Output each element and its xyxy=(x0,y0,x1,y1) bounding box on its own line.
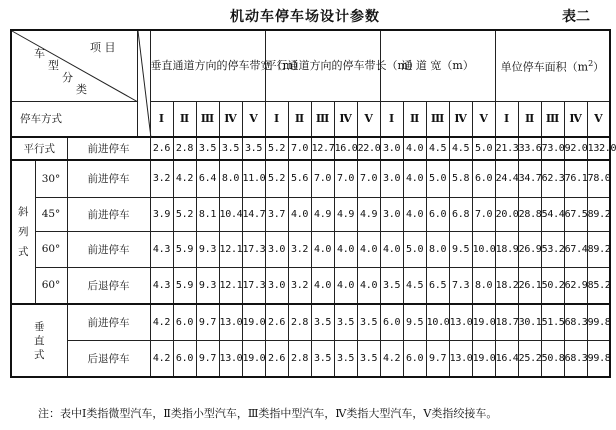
row-move-method: 前进停车 xyxy=(67,160,150,197)
value-cell: 19.0 xyxy=(472,304,495,340)
value-cell: 5.6 xyxy=(288,160,311,197)
value-cell: 9.7 xyxy=(426,340,449,377)
value-cell: 5.9 xyxy=(173,231,196,267)
value-cell: 3.0 xyxy=(380,160,403,197)
value-cell: 3.5 xyxy=(380,267,403,304)
table-row xyxy=(11,231,610,267)
header-slash-cell xyxy=(137,30,150,137)
class-header-1-5: Ⅴ xyxy=(242,101,265,137)
header-class-label: 分 xyxy=(62,71,73,84)
value-cell: 10.4 xyxy=(219,197,242,231)
value-cell: 19.0 xyxy=(472,340,495,377)
value-cell: 4.0 xyxy=(311,231,334,267)
table-number: 表二 xyxy=(562,9,590,25)
value-cell: 4.0 xyxy=(334,267,357,304)
oblique-char: 列 xyxy=(18,226,29,238)
value-cell: 4.2 xyxy=(173,160,196,197)
value-cell: 99.8 xyxy=(587,340,610,377)
value-cell: 16.0 xyxy=(334,137,357,160)
class-header-2-5: Ⅴ xyxy=(357,101,380,137)
value-cell: 92.0 xyxy=(564,137,587,160)
value-cell: 68.3 xyxy=(564,340,587,377)
value-cell: 10.0 xyxy=(426,304,449,340)
value-cell: 19.0 xyxy=(242,304,265,340)
value-cell: 3.9 xyxy=(150,197,173,231)
value-cell: 9.5 xyxy=(403,304,426,340)
value-cell: 3.5 xyxy=(311,340,334,377)
value-cell: 4.9 xyxy=(357,197,380,231)
value-cell: 3.5 xyxy=(219,137,242,160)
row-angle: 30° xyxy=(35,160,67,197)
group-header-bay-length: 平行通道方向的停车带长（m） xyxy=(265,30,380,101)
value-cell: 9.7 xyxy=(196,340,219,377)
row-move-method: 前进停车 xyxy=(67,231,150,267)
value-cell: 3.5 xyxy=(311,304,334,340)
class-header-4-3: Ⅲ xyxy=(541,101,564,137)
value-cell: 3.2 xyxy=(288,267,311,304)
value-cell: 4.2 xyxy=(380,340,403,377)
value-cell: 2.8 xyxy=(173,137,196,160)
value-cell: 4.0 xyxy=(403,197,426,231)
value-cell: 4.0 xyxy=(334,231,357,267)
value-cell: 18.7 xyxy=(495,304,518,340)
value-cell: 18.9 xyxy=(495,231,518,267)
row-type-vertical xyxy=(11,304,67,377)
value-cell: 8.0 xyxy=(426,231,449,267)
value-cell: 62.9 xyxy=(564,267,587,304)
value-cell: 50.2 xyxy=(541,267,564,304)
class-header-2-1: Ⅰ xyxy=(265,101,288,137)
value-cell: 16.4 xyxy=(495,340,518,377)
class-header-1-4: Ⅳ xyxy=(219,101,242,137)
value-cell: 5.8 xyxy=(449,160,472,197)
row-angle: 60° xyxy=(35,267,67,304)
oblique-char: 斜 xyxy=(18,206,29,218)
parameters-table xyxy=(10,29,616,378)
value-cell: 11.0 xyxy=(242,160,265,197)
value-cell: 2.8 xyxy=(288,340,311,377)
value-cell: 5.0 xyxy=(472,137,495,160)
value-cell: 50.8 xyxy=(541,340,564,377)
value-cell: 25.2 xyxy=(518,340,541,377)
row-type-parallel: 平行式 xyxy=(11,137,67,160)
vertical-char: 式 xyxy=(34,348,45,361)
class-header-1-3: Ⅲ xyxy=(196,101,219,137)
header-category-label: 类 xyxy=(76,83,87,96)
value-cell: 85.2 xyxy=(587,267,610,304)
header-vehicle-label: 车 xyxy=(34,47,45,60)
value-cell: 13.0 xyxy=(449,304,472,340)
value-cell: 9.7 xyxy=(196,304,219,340)
value-cell: 3.5 xyxy=(334,340,357,377)
value-cell: 68.3 xyxy=(564,304,587,340)
table-row xyxy=(11,160,610,197)
value-cell: 67.4 xyxy=(564,231,587,267)
row-angle: 60° xyxy=(35,231,67,267)
value-cell: 17.3 xyxy=(242,231,265,267)
value-cell: 7.0 xyxy=(334,160,357,197)
value-cell: 54.4 xyxy=(541,197,564,231)
row-move-method: 后退停车 xyxy=(67,340,150,377)
value-cell: 4.2 xyxy=(150,304,173,340)
class-header-3-3: Ⅲ xyxy=(426,101,449,137)
table-row xyxy=(11,137,610,160)
value-cell: 8.1 xyxy=(196,197,219,231)
group-header-aisle-width: 通 道 宽（m） xyxy=(380,30,495,101)
value-cell: 8.0 xyxy=(472,267,495,304)
value-cell: 3.0 xyxy=(265,231,288,267)
value-cell: 3.5 xyxy=(242,137,265,160)
value-cell: 30.1 xyxy=(518,304,541,340)
value-cell: 76.1 xyxy=(564,160,587,197)
value-cell: 3.0 xyxy=(380,197,403,231)
value-cell: 5.0 xyxy=(426,160,449,197)
value-cell: 34.7 xyxy=(518,160,541,197)
value-cell: 9.5 xyxy=(449,231,472,267)
value-cell: 3.0 xyxy=(265,267,288,304)
value-cell: 62.3 xyxy=(541,160,564,197)
oblique-char: 式 xyxy=(18,246,29,258)
value-cell: 3.2 xyxy=(150,160,173,197)
value-cell: 3.5 xyxy=(334,304,357,340)
vertical-char: 垂 xyxy=(34,320,45,333)
value-cell: 53.2 xyxy=(541,231,564,267)
value-cell: 2.6 xyxy=(150,137,173,160)
class-header-3-1: Ⅰ xyxy=(380,101,403,137)
value-cell: 17.3 xyxy=(242,267,265,304)
value-cell: 6.4 xyxy=(196,160,219,197)
value-cell: 5.2 xyxy=(173,197,196,231)
value-cell: 19.0 xyxy=(242,340,265,377)
value-cell: 5.2 xyxy=(265,160,288,197)
table-row xyxy=(11,267,610,304)
class-header-2-3: Ⅲ xyxy=(311,101,334,137)
value-cell: 5.9 xyxy=(173,267,196,304)
value-cell: 13.0 xyxy=(219,304,242,340)
value-cell: 7.0 xyxy=(288,137,311,160)
value-cell: 18.2 xyxy=(495,267,518,304)
class-header-3-2: Ⅱ xyxy=(403,101,426,137)
header-slash-line xyxy=(138,31,151,138)
value-cell: 4.0 xyxy=(357,231,380,267)
value-cell: 73.0 xyxy=(541,137,564,160)
value-cell: 7.3 xyxy=(449,267,472,304)
value-cell: 26.9 xyxy=(518,231,541,267)
value-cell: 13.0 xyxy=(219,340,242,377)
value-cell: 2.8 xyxy=(288,304,311,340)
value-cell: 4.9 xyxy=(311,197,334,231)
value-cell: 6.0 xyxy=(173,304,196,340)
class-header-4-4: Ⅳ xyxy=(564,101,587,137)
header-type-label: 型 xyxy=(48,59,59,72)
value-cell: 3.5 xyxy=(196,137,219,160)
value-cell: 33.6 xyxy=(518,137,541,160)
value-cell: 132.0 xyxy=(587,137,610,160)
value-cell: 3.2 xyxy=(288,231,311,267)
value-cell: 6.0 xyxy=(380,304,403,340)
footnote: 注：表中Ⅰ类指微型汽车，Ⅱ类指小型汽车，Ⅲ类指中型汽车，Ⅳ类指大型汽车，Ⅴ类指绞接车。 xyxy=(38,407,498,420)
row-move-method: 前进停车 xyxy=(67,137,150,160)
value-cell: 6.0 xyxy=(173,340,196,377)
header-diagonal-cell xyxy=(11,30,137,101)
value-cell: 14.7 xyxy=(242,197,265,231)
value-cell: 4.0 xyxy=(403,160,426,197)
value-cell: 4.0 xyxy=(288,197,311,231)
value-cell: 3.5 xyxy=(357,304,380,340)
value-cell: 8.0 xyxy=(219,160,242,197)
value-cell: 7.0 xyxy=(311,160,334,197)
row-type-oblique xyxy=(11,160,35,304)
value-cell: 4.2 xyxy=(150,340,173,377)
value-cell: 20.0 xyxy=(495,197,518,231)
class-header-2-4: Ⅳ xyxy=(334,101,357,137)
value-cell: 5.0 xyxy=(403,231,426,267)
table-title: 机动车停车场设计参数 xyxy=(230,9,380,25)
table-row xyxy=(11,197,610,231)
value-cell: 99.8 xyxy=(587,304,610,340)
value-cell: 24.4 xyxy=(495,160,518,197)
group-header-bay-width: 垂直通道方向的停车带宽（m） xyxy=(150,30,265,101)
value-cell: 2.6 xyxy=(265,340,288,377)
value-cell: 21.3 xyxy=(495,137,518,160)
value-cell: 89.2 xyxy=(587,197,610,231)
value-cell: 7.0 xyxy=(357,160,380,197)
value-cell: 4.0 xyxy=(380,231,403,267)
value-cell: 12.7 xyxy=(311,137,334,160)
value-cell: 4.3 xyxy=(150,231,173,267)
value-cell: 9.3 xyxy=(196,231,219,267)
group-header-unit-area: 单位停车面积$(m^2)$ xyxy=(495,30,610,101)
value-cell: 4.0 xyxy=(357,267,380,304)
class-header-4-2: Ⅱ xyxy=(518,101,541,137)
table-row xyxy=(11,304,610,340)
value-cell: 26.1 xyxy=(518,267,541,304)
class-header-1-1: Ⅰ xyxy=(150,101,173,137)
value-cell: 4.0 xyxy=(403,137,426,160)
value-cell: 89.2 xyxy=(587,231,610,267)
value-cell: 13.0 xyxy=(449,340,472,377)
value-cell: 6.0 xyxy=(472,160,495,197)
value-cell: 3.7 xyxy=(265,197,288,231)
table-row xyxy=(11,340,610,377)
value-cell: 22.0 xyxy=(357,137,380,160)
value-cell: 4.5 xyxy=(426,137,449,160)
row-move-method: 后退停车 xyxy=(67,267,150,304)
value-cell: 6.0 xyxy=(403,340,426,377)
value-cell: 12.1 xyxy=(219,231,242,267)
value-cell: 51.5 xyxy=(541,304,564,340)
header-item-label: 项 目 xyxy=(90,41,116,54)
value-cell: 4.5 xyxy=(403,267,426,304)
class-header-1-2: Ⅱ xyxy=(173,101,196,137)
value-cell: 5.2 xyxy=(265,137,288,160)
value-cell: 9.3 xyxy=(196,267,219,304)
value-cell: 3.0 xyxy=(380,137,403,160)
value-cell: 10.0 xyxy=(472,231,495,267)
value-cell: 67.5 xyxy=(564,197,587,231)
row-move-method: 前进停车 xyxy=(67,304,150,340)
value-cell: 6.5 xyxy=(426,267,449,304)
value-cell: 7.0 xyxy=(472,197,495,231)
value-cell: 2.6 xyxy=(265,304,288,340)
value-cell: 28.8 xyxy=(518,197,541,231)
header-diagonal-lines xyxy=(12,31,138,102)
value-cell: 4.9 xyxy=(334,197,357,231)
class-header-3-4: Ⅳ xyxy=(449,101,472,137)
class-header-4-5: Ⅴ xyxy=(587,101,610,137)
value-cell: 6.0 xyxy=(426,197,449,231)
class-header-4-1: Ⅰ xyxy=(495,101,518,137)
value-cell: 4.5 xyxy=(449,137,472,160)
parking-mode-header: 停车方式 xyxy=(11,101,137,137)
value-cell: 12.1 xyxy=(219,267,242,304)
value-cell: 6.8 xyxy=(449,197,472,231)
value-cell: 4.3 xyxy=(150,267,173,304)
class-header-2-2: Ⅱ xyxy=(288,101,311,137)
class-header-3-5: Ⅴ xyxy=(472,101,495,137)
value-cell: 78.0 xyxy=(587,160,610,197)
row-angle: 45° xyxy=(35,197,67,231)
value-cell: 3.5 xyxy=(357,340,380,377)
row-move-method: 前进停车 xyxy=(67,197,150,231)
vertical-char: 直 xyxy=(34,334,45,347)
value-cell: 4.0 xyxy=(311,267,334,304)
